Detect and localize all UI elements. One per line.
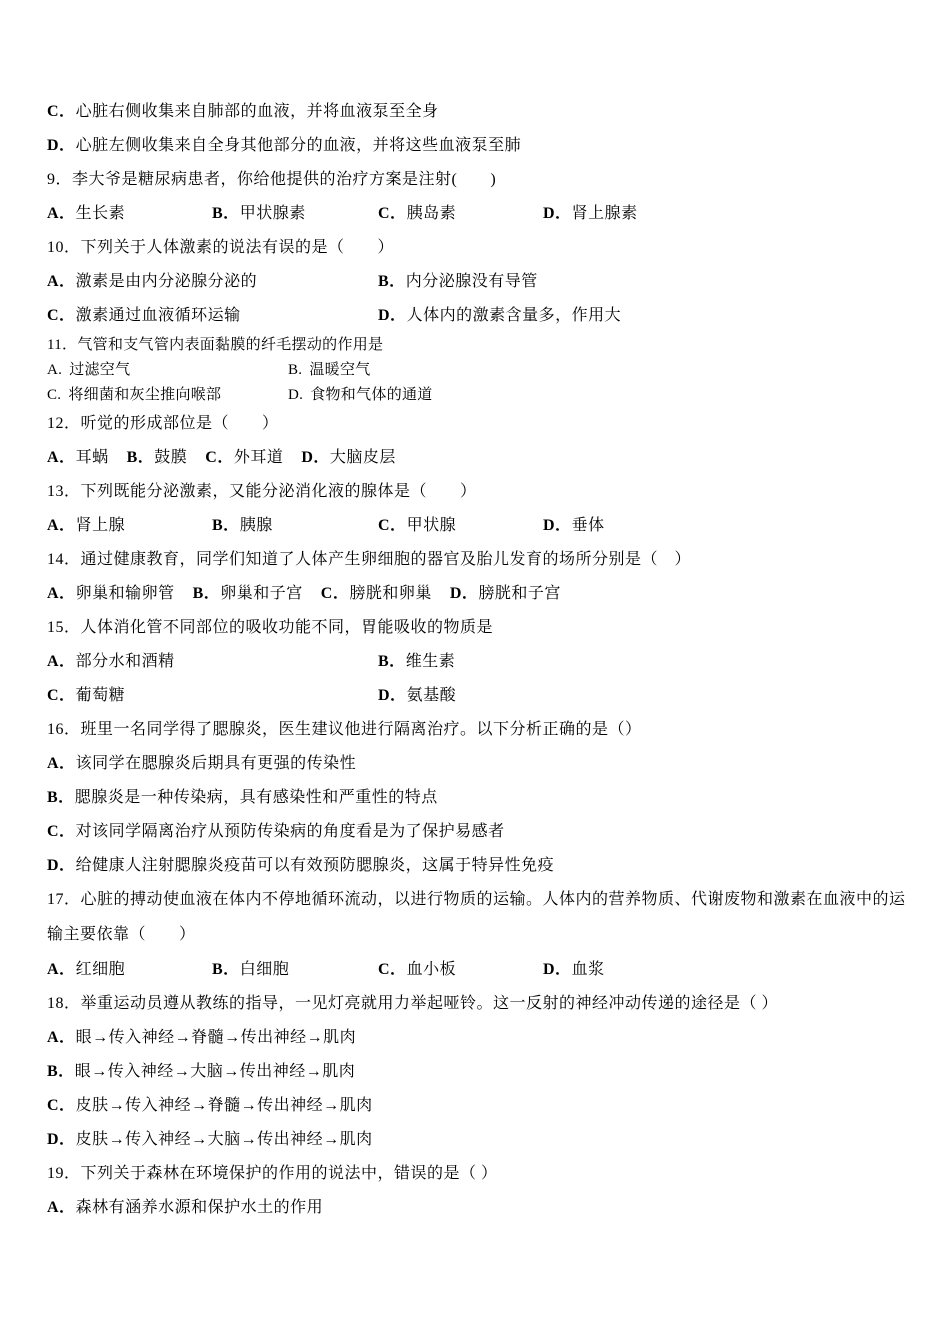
option-label: A．: [47, 585, 76, 602]
q12-option-d: [301, 441, 396, 475]
q16-option-d: [47, 849, 950, 883]
option-text: 胰腺: [239, 517, 273, 534]
q10-option-d: [378, 299, 621, 333]
q17-stem-line2: 输主要依靠（ ）: [47, 926, 196, 943]
option-text: 外耳道: [233, 449, 284, 466]
q10-options-row1: [47, 265, 950, 299]
option-label: A．: [47, 205, 76, 222]
option-text: 氨基酸: [406, 687, 457, 704]
option-text: 葡萄糖: [75, 687, 126, 704]
q15-options-row1: [47, 645, 950, 679]
option-text: 红细胞: [75, 961, 126, 978]
option-text: 眼→传入神经→大脑→传出神经→肌肉: [74, 1063, 356, 1080]
q11-option-a: [47, 357, 130, 383]
option-text: 甲状腺素: [239, 205, 306, 222]
option-text: 部分水和酒精: [75, 653, 175, 670]
option-label: D．: [543, 205, 572, 222]
q15-option-c: [47, 679, 125, 713]
option-text: 大脑皮层: [329, 449, 396, 466]
q17-stem-line1: 17．心脏的搏动使血液在体内不停地循环流动，以进行物质的运输。人体内的营养物质、代谢废物和激素在血液中的运: [47, 891, 906, 908]
q9-option-a: [47, 197, 125, 231]
q15-stem: 15．人体消化管不同部位的吸收功能不同，胃能吸收的物质是: [47, 619, 494, 636]
q10-option-a: [47, 265, 257, 299]
q13-option-d: [543, 509, 605, 543]
option-label: C．: [47, 687, 76, 704]
option-label: C．: [47, 103, 76, 120]
q18-option-c: [47, 1089, 950, 1123]
q11-options-row2: [47, 383, 950, 407]
option-text: 白细胞: [239, 961, 290, 978]
option-text: 过滤空气: [69, 362, 131, 378]
q17-options: [47, 953, 950, 987]
option-text: 温暖空气: [309, 362, 371, 378]
option-text: 肾上腺: [75, 517, 126, 534]
option-label: D．: [449, 585, 479, 602]
option-label: D．: [378, 307, 407, 324]
q11-options-row1: [47, 357, 950, 383]
option-text: 维生素: [405, 653, 456, 670]
q13-option-c: [378, 509, 456, 543]
option-label: A．: [47, 1029, 76, 1046]
q8-option-c: [47, 95, 950, 129]
option-text: 该同学在腮腺炎后期具有更强的传染性: [75, 755, 357, 772]
q11-stem: 11．气管和支气管内表面黏膜的纤毛摆动的作用是: [47, 337, 384, 353]
q10-option-b: [378, 265, 538, 299]
q15-option-a: [47, 645, 175, 679]
option-label: A．: [47, 653, 76, 670]
q19-option-a: [47, 1191, 950, 1225]
option-label: A．: [47, 961, 76, 978]
option-text: 激素通过血液循环运输: [75, 307, 241, 324]
option-label: B．: [212, 205, 240, 222]
q14-option-c: [321, 577, 432, 611]
q10-option-c: [47, 299, 241, 333]
q10-options-row2: [47, 299, 950, 333]
option-text: 心脏左侧收集来自全身其他部分的血液，并将这些血液泵至肺: [75, 137, 522, 154]
option-text: 甲状腺: [406, 517, 457, 534]
option-label: B．: [47, 1063, 75, 1080]
option-label: C.: [47, 387, 62, 403]
q14-option-d: [450, 577, 561, 611]
option-text: 腮腺炎是一种传染病，具有感染性和严重性的特点: [74, 789, 438, 806]
option-text: 激素是由内分泌腺分泌的: [75, 273, 258, 290]
option-label: B．: [192, 585, 221, 602]
option-label: D．: [378, 687, 407, 704]
option-label: C．: [47, 823, 76, 840]
option-text: 皮肤→传入神经→大脑→传出神经→肌肉: [75, 1131, 373, 1148]
q9-option-c: [378, 197, 456, 231]
q19-stem: 19．下列关于森林在环境保护的作用的说法中，错误的是（ ）: [47, 1165, 498, 1182]
q11-option-d: [288, 383, 433, 407]
option-label: C．: [378, 205, 407, 222]
option-text: 对该同学隔离治疗从预防传染病的角度看是为了保护易感者: [75, 823, 505, 840]
option-label: A．: [47, 517, 76, 534]
q18-option-b: [47, 1055, 950, 1089]
option-label: D．: [301, 449, 330, 466]
q15-option-d: [378, 679, 456, 713]
q15-option-b: [378, 645, 455, 679]
option-text: 内分泌腺没有导管: [405, 273, 538, 290]
q12-option-b: [127, 441, 188, 475]
option-label: B．: [212, 961, 240, 978]
option-label: A．: [47, 755, 76, 772]
q17-option-c: [378, 953, 456, 987]
option-text: 耳蜗: [75, 449, 109, 466]
q16-option-a: [47, 747, 950, 781]
option-label: D．: [543, 517, 572, 534]
option-text: 鼓膜: [154, 449, 188, 466]
option-text: 皮肤→传入神经→脊髓→传出神经→肌肉: [75, 1097, 373, 1114]
q16-stem: 16．班里一名同学得了腮腺炎，医生建议他进行隔离治疗。以下分析正确的是（）: [47, 721, 642, 738]
q18-option-a: [47, 1021, 950, 1055]
q14-options: [47, 577, 950, 611]
q14-option-a: [47, 577, 175, 611]
option-label: B．: [126, 449, 155, 466]
q16-option-c: [47, 815, 950, 849]
option-text: 卵巢和子宫: [220, 585, 303, 602]
q12-option-c: [205, 441, 283, 475]
q10-stem: 10．下列关于人体激素的说法有误的是（ ）: [47, 239, 395, 256]
option-label: C．: [320, 585, 350, 602]
q9-stem: 9．李大爷是糖尿病患者，你给他提供的治疗方案是注射( ): [47, 171, 497, 188]
option-label: C．: [378, 517, 407, 534]
option-label: A．: [47, 1199, 76, 1216]
q14-option-b: [193, 577, 303, 611]
option-text: 人体内的激素含量多，作用大: [406, 307, 622, 324]
q13-option-b: [212, 509, 273, 543]
q12-option-a: [47, 441, 109, 475]
option-text: 血小板: [406, 961, 457, 978]
option-text: 眼→传入神经→脊髓→传出神经→肌肉: [75, 1029, 357, 1046]
option-label: D．: [47, 857, 76, 874]
q16-option-b: [47, 781, 950, 815]
option-label: B．: [212, 517, 240, 534]
option-label: D．: [543, 961, 572, 978]
q9-options: [47, 197, 950, 231]
option-text: 食物和气体的通道: [310, 387, 433, 403]
option-label: B．: [378, 273, 406, 290]
q11-option-b: [288, 357, 371, 383]
q17-option-b: [212, 953, 289, 987]
option-text: 血浆: [571, 961, 605, 978]
q8-option-d: [47, 129, 950, 163]
q9-option-d: [543, 197, 638, 231]
option-label: C．: [47, 1097, 76, 1114]
option-text: 将细菌和灰尘推向喉部: [68, 387, 222, 403]
option-label: D．: [47, 137, 76, 154]
q9-option-b: [212, 197, 306, 231]
q12-stem: 12．听觉的形成部位是（ ）: [47, 415, 279, 432]
option-label: D.: [288, 387, 304, 403]
q18-stem: 18．举重运动员遵从教练的指导，一见灯亮就用力举起哑铃。这一反射的神经冲动传递的途径是（ ）: [47, 995, 779, 1012]
q12-options: [47, 441, 950, 475]
q11-option-c: [47, 383, 221, 407]
q17-option-a: [47, 953, 125, 987]
option-text: 胰岛素: [406, 205, 457, 222]
option-text: 给健康人注射腮腺炎疫苗可以有效预防腮腺炎，这属于特异性免疫: [75, 857, 555, 874]
option-text: 生长素: [75, 205, 126, 222]
option-text: 心脏右侧收集来自肺部的血液，并将血液泵至全身: [75, 103, 439, 120]
option-text: 森林有涵养水源和保护水土的作用: [75, 1199, 324, 1216]
q13-option-a: [47, 509, 125, 543]
option-text: 肾上腺素: [571, 205, 638, 222]
option-text: 卵巢和输卵管: [75, 585, 175, 602]
option-label: A．: [47, 449, 76, 466]
option-label: D．: [47, 1131, 76, 1148]
option-text: 垂体: [571, 517, 605, 534]
option-text: 膀胱和卵巢: [349, 585, 432, 602]
option-label: A．: [47, 273, 76, 290]
option-label: B．: [378, 653, 406, 670]
option-label: C．: [47, 307, 76, 324]
option-label: C．: [378, 961, 407, 978]
q17-option-d: [543, 953, 605, 987]
q13-stem: 13．下列既能分泌激素，又能分泌消化液的腺体是（ ）: [47, 483, 477, 500]
q15-options-row2: [47, 679, 950, 713]
option-label: C．: [205, 449, 234, 466]
option-label: B．: [47, 789, 75, 806]
q14-stem: 14．通过健康教育，同学们知道了人体产生卵细胞的器官及胎儿发育的场所分别是（ ）: [47, 551, 692, 568]
q13-options: [47, 509, 950, 543]
q18-option-d: [47, 1123, 950, 1157]
option-label: A.: [47, 362, 63, 378]
option-label: B.: [288, 362, 303, 378]
option-text: 膀胱和子宫: [478, 585, 561, 602]
